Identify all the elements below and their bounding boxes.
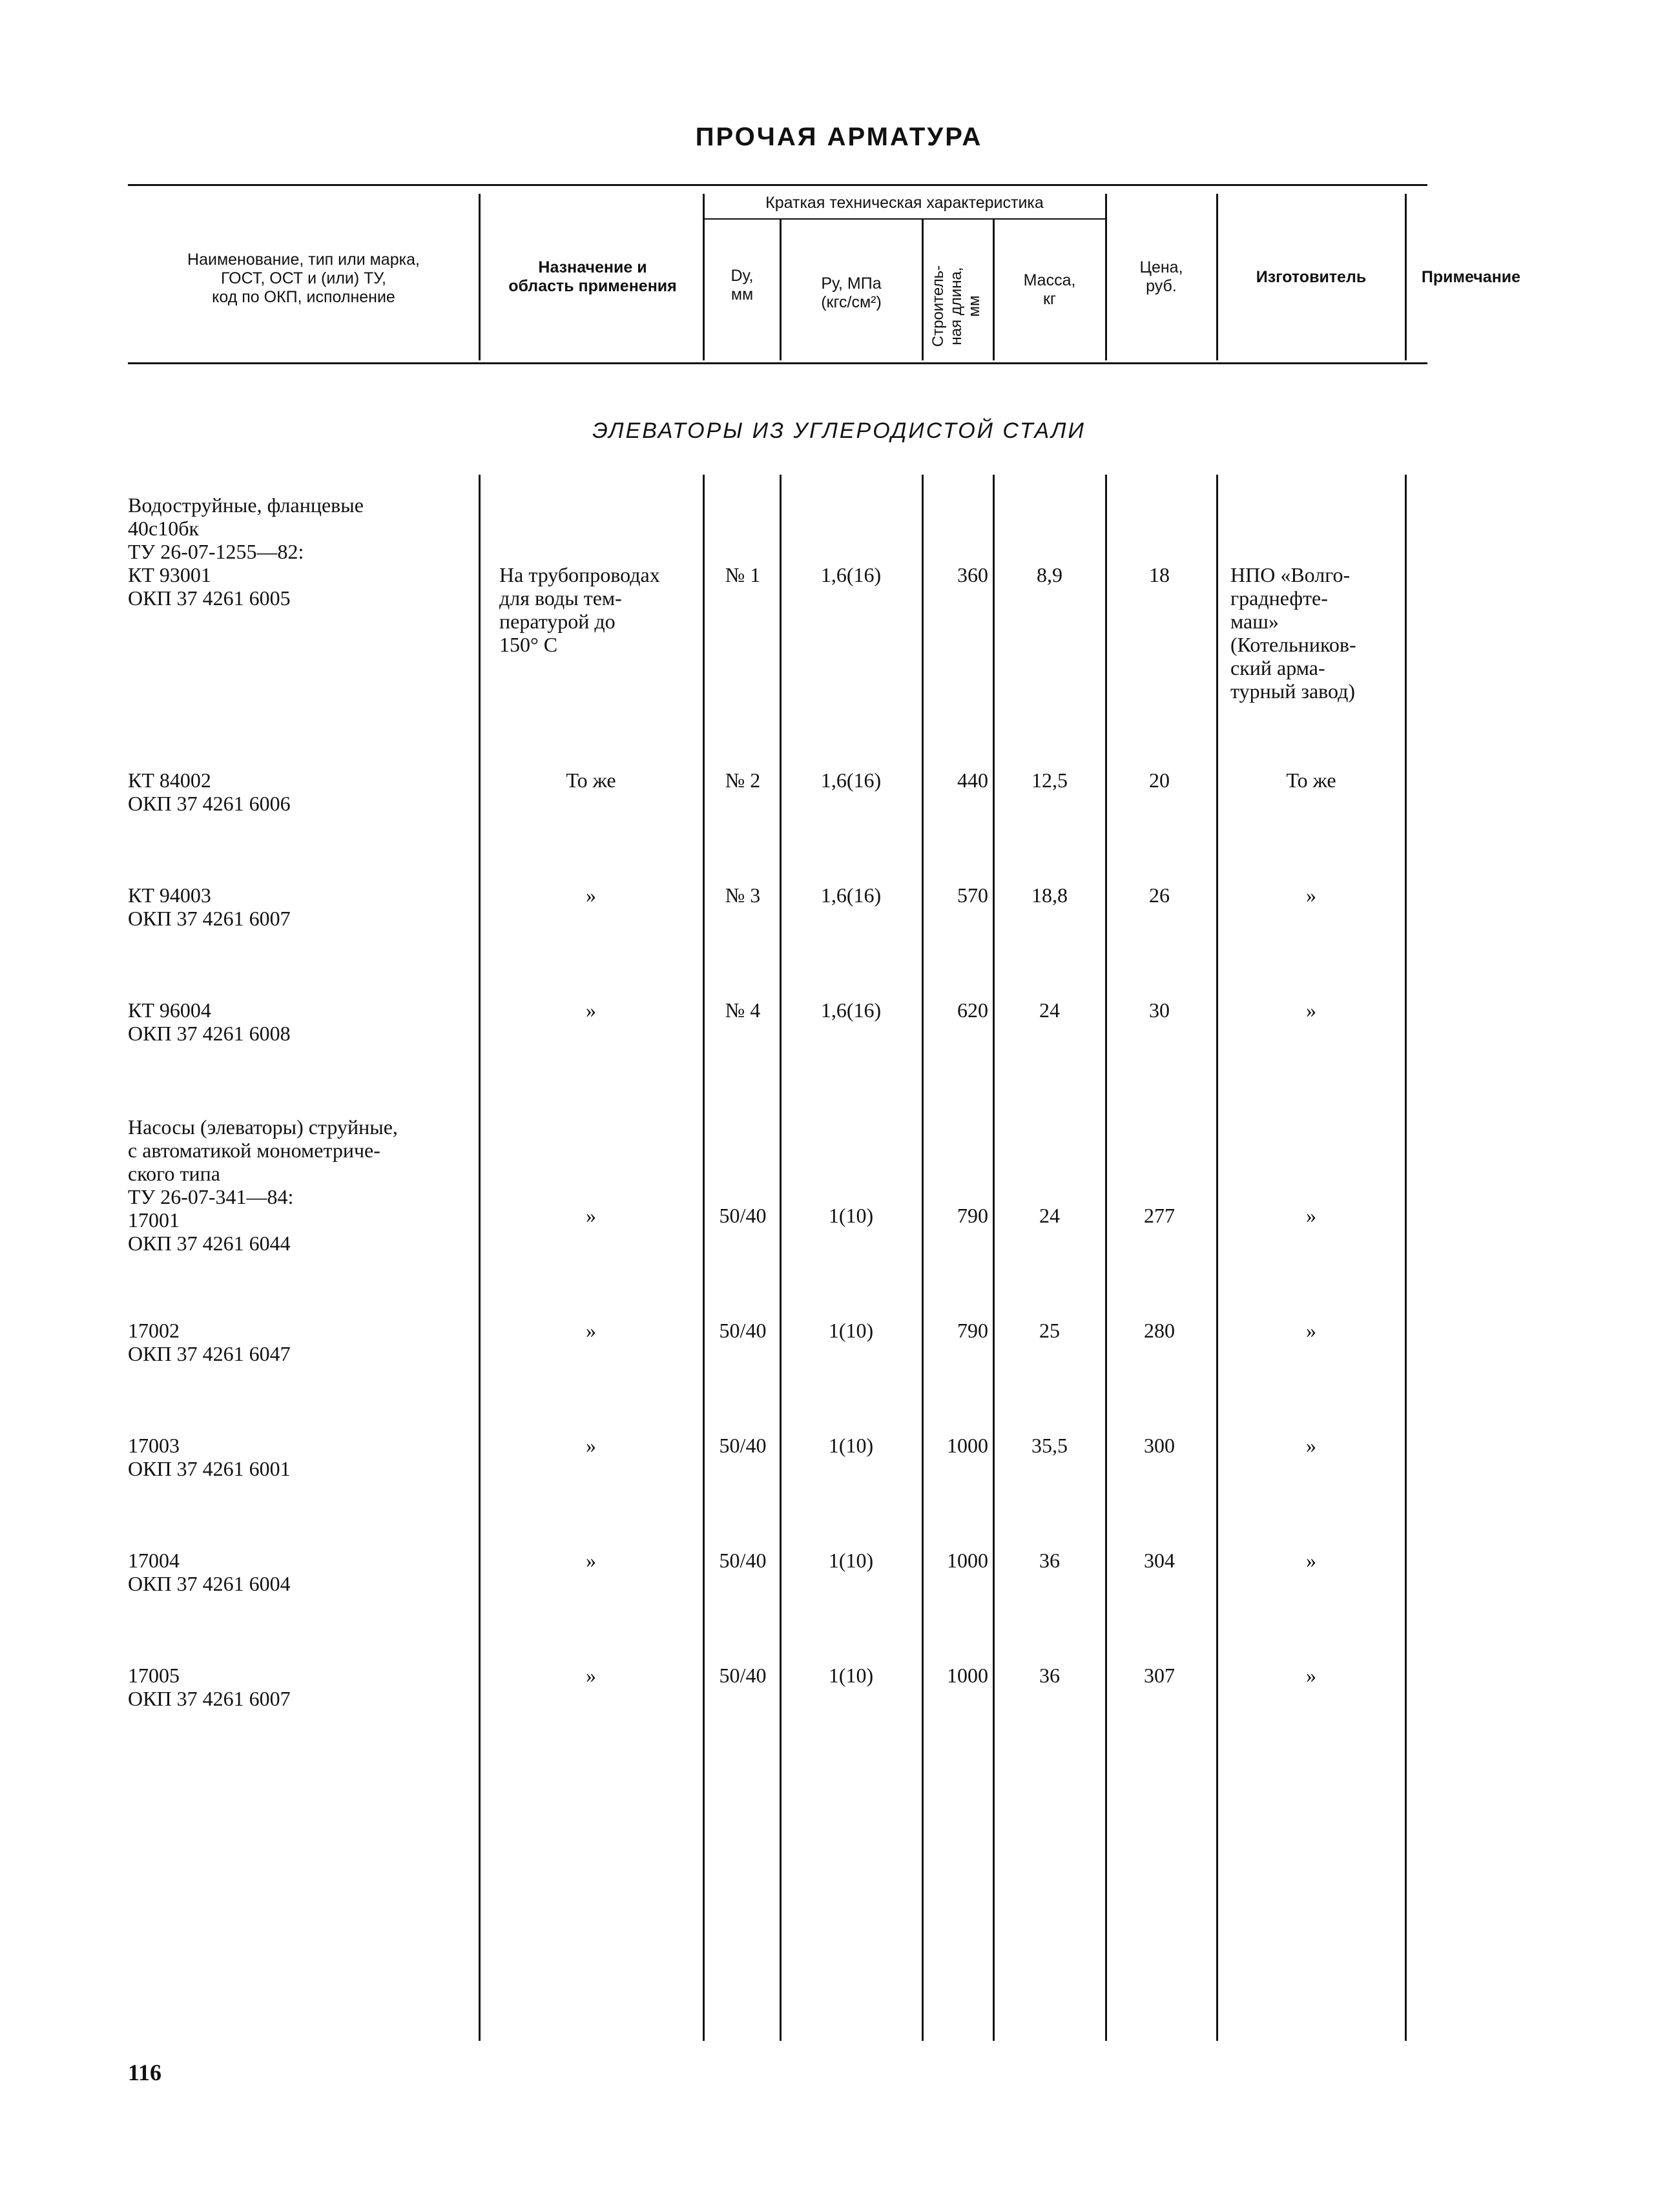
table-row-mass: 36	[1039, 1664, 1060, 1687]
table-row-maker: »	[1306, 1434, 1316, 1457]
table-row-dn: № 3	[725, 884, 761, 907]
table-row-py: 1,6(16)	[820, 998, 882, 1022]
table-row-py: 1,6(16)	[820, 884, 882, 907]
table-row-name: 17004 ОКП 37 4261 6004	[128, 1549, 291, 1595]
header-name: Наименование, тип или марка, ГОСТ, ОСТ и (или) ТУ, код по ОКП, исполнение	[187, 251, 420, 306]
table-row-length: 1000	[947, 1434, 988, 1457]
table-row-length: 1000	[947, 1664, 988, 1687]
header-divider	[993, 220, 995, 360]
table-row-name: КТ 84002 ОКП 37 4261 6006	[128, 769, 291, 815]
body-divider	[780, 475, 782, 2041]
table-row-maker: »	[1306, 998, 1316, 1022]
table-row-py: 1,6(16)	[820, 769, 882, 792]
header-bottom-rule	[128, 362, 1427, 364]
header-technical-group: Краткая техническая характеристика	[765, 194, 1044, 212]
table-row-mass: 25	[1039, 1319, 1060, 1342]
table-row-price: 18	[1149, 563, 1170, 586]
table-row-maker: То же	[1286, 769, 1336, 792]
table-row-maker: НПО «Волго- граднефте- маш» (Котельников- ский арма- турный завод)	[1230, 563, 1356, 703]
table-row-maker: »	[1306, 1549, 1316, 1572]
header-divider	[1216, 194, 1218, 360]
header-purpose: Назначение и область применения	[508, 258, 677, 295]
table-row-length: 440	[957, 769, 988, 792]
header-py: Pу, МПа (кгс/см²)	[821, 274, 882, 311]
table-row-name: КТ 94003 ОКП 37 4261 6007	[128, 884, 291, 930]
table-row-purpose: »	[586, 1204, 596, 1227]
table-row-maker: »	[1306, 884, 1316, 907]
body-divider	[1105, 475, 1107, 2041]
table-row-dn: № 4	[725, 998, 761, 1022]
header-divider	[479, 194, 481, 360]
table-row-name: 17005 ОКП 37 4261 6007	[128, 1664, 291, 1710]
table-row-price: 277	[1144, 1204, 1175, 1227]
table-row-price: 304	[1144, 1549, 1175, 1572]
header-mass: Масса, кг	[1023, 271, 1076, 308]
table-row-dn: № 1	[725, 563, 761, 586]
header-top-rule	[128, 184, 1427, 186]
header-price: Цена, руб.	[1139, 258, 1183, 295]
table-row-mass: 24	[1039, 998, 1060, 1022]
table-row-name: Водоструйные, фланцевые 40с10бк ТУ 26-07-1255—82: КТ 93001 ОКП 37 4261 6005	[128, 493, 364, 610]
header-divider	[780, 220, 782, 360]
table-row-purpose: »	[586, 1319, 596, 1342]
table-row-py: 1(10)	[828, 1204, 874, 1227]
table-row-name: 17002 ОКП 37 4261 6047	[128, 1319, 291, 1365]
table-row-dn: № 2	[725, 769, 761, 792]
header-note: Примечание	[1421, 268, 1521, 286]
table-row-py: 1(10)	[828, 1664, 874, 1687]
table-row-mass: 24	[1039, 1204, 1060, 1227]
table-row-purpose: »	[586, 884, 596, 907]
header-divider	[1405, 194, 1407, 360]
table-row-length: 620	[957, 998, 988, 1022]
body-divider	[993, 475, 995, 2041]
section-title: ЭЛЕВАТОРЫ ИЗ УГЛЕРОДИСТОЙ СТАЛИ	[592, 419, 1086, 443]
table-row-price: 307	[1144, 1664, 1175, 1687]
header-length: Строитель- ная длина, мм	[929, 265, 983, 347]
header-divider	[1105, 194, 1107, 360]
table-row-purpose: То же	[566, 769, 616, 792]
table-row-dn: 50/40	[719, 1319, 767, 1342]
table-row-purpose: »	[586, 1664, 596, 1687]
table-row-length: 790	[957, 1204, 988, 1227]
table-row-py: 1,6(16)	[820, 563, 882, 586]
table-row-price: 300	[1144, 1434, 1175, 1457]
table-row-price: 30	[1149, 998, 1170, 1022]
header-divider	[922, 220, 924, 360]
table-row-purpose: »	[586, 998, 596, 1022]
table-row-py: 1(10)	[828, 1549, 874, 1572]
table-row-dn: 50/40	[719, 1204, 767, 1227]
table-row-name: КТ 96004 ОКП 37 4261 6008	[128, 998, 291, 1045]
table-row-dn: 50/40	[719, 1549, 767, 1572]
body-divider	[479, 475, 481, 2041]
page-number: 116	[128, 2060, 162, 2085]
table-row-mass: 35,5	[1031, 1434, 1068, 1457]
group-header-rule	[704, 218, 1105, 220]
header-maker: Изготовитель	[1256, 268, 1367, 286]
table-row-py: 1(10)	[828, 1434, 874, 1457]
table-row-maker: »	[1306, 1204, 1316, 1227]
table-row-mass: 36	[1039, 1549, 1060, 1572]
table-row-dn: 50/40	[719, 1434, 767, 1457]
table-row-name: Насосы (элеваторы) струйные, с автоматикой монометриче- ского типа ТУ 26-07-341—84: 17001 ОКП 37 4261 6044	[128, 1115, 398, 1255]
table-row-purpose: »	[586, 1549, 596, 1572]
body-divider	[922, 475, 924, 2041]
table-row-py: 1(10)	[828, 1319, 874, 1342]
header-divider	[703, 194, 705, 360]
table-row-mass: 8,9	[1037, 563, 1062, 586]
body-divider	[1216, 475, 1218, 2041]
table-row-length: 1000	[947, 1549, 988, 1572]
table-row-price: 280	[1144, 1319, 1175, 1342]
table-row-mass: 18,8	[1031, 884, 1068, 907]
table-row-length: 790	[957, 1319, 988, 1342]
page-title: ПРОЧАЯ АРМАТУРА	[695, 123, 983, 151]
body-divider	[1405, 475, 1407, 2041]
table-row-length: 570	[957, 884, 988, 907]
table-row-mass: 12,5	[1031, 769, 1068, 792]
table-row-price: 26	[1149, 884, 1170, 907]
table-row-price: 20	[1149, 769, 1170, 792]
table-row-length: 360	[957, 563, 988, 586]
table-row-maker: »	[1306, 1664, 1316, 1687]
table-row-dn: 50/40	[719, 1664, 767, 1687]
body-divider	[703, 475, 705, 2041]
table-row-purpose: На трубопроводах для воды тем- пературой до 150° С	[499, 563, 660, 656]
table-row-maker: »	[1306, 1319, 1316, 1342]
table-row-name: 17003 ОКП 37 4261 6001	[128, 1434, 291, 1480]
header-dn: Dу, мм	[730, 267, 754, 304]
table-row-purpose: »	[586, 1434, 596, 1457]
